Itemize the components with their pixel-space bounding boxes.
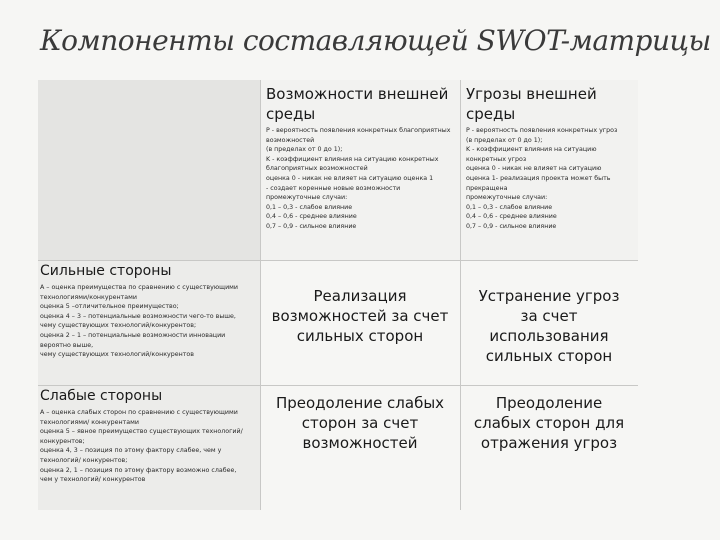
- threats-heading: Угрозы внешней среды: [466, 85, 597, 123]
- weaknesses-heading: Слабые стороны: [40, 388, 163, 404]
- st-strategy: Устранение угроз за счет использования сильных сторон: [478, 287, 620, 365]
- column-divider: [460, 80, 461, 510]
- strength-opportunity-cell: [260, 260, 460, 385]
- row-divider: [38, 260, 638, 261]
- opportunities-description: P - вероятность появления конкретных благоприятных возможностей (в пределах от 0 до 1); K - коэффициент влияния на ситуацию конкретных благоприятных возможностей оценка 0 - никак не влияет на ситуацию оценка 1 - создает коренные новые возможности промежуточные случаи: 0,1 – 0,3 - слабое влияние 0,4 – 0,6 - среднее влияние 0,7 – 0,9 - сильное влияние: [266, 127, 451, 230]
- strengths-row-header: [38, 260, 260, 385]
- strength-threat-cell: [460, 260, 638, 385]
- row-divider: [38, 385, 638, 386]
- slide-title: Компоненты составляющей SWOT-матрицы: [40, 24, 711, 57]
- so-strategy: Реализация возможностей за счет сильных сторон: [271, 287, 449, 345]
- swot-matrix-table: [38, 80, 638, 510]
- opportunities-heading: Возможности внешней среды: [266, 85, 449, 123]
- opportunities-header-cell: [260, 80, 460, 260]
- corner-cell: [38, 80, 260, 260]
- weakness-threat-cell: [460, 385, 638, 510]
- strengths-description: A – оценка преимущества по сравнению с существующими технологиями/конкурентами оценка 5 –отличительное преимущество; оценка 4 – 3 – потенциальные возможности чего-то выше, чему существующих технологий/конкурентов; оценка 2 – 1 – потенциальные возможности инновации вероятно выше, чему существующих технологий/конкурентов: [40, 284, 239, 359]
- strengths-heading: Сильные стороны: [40, 263, 172, 279]
- weakness-opportunity-cell: [260, 385, 460, 510]
- weaknesses-row-header: [38, 385, 260, 510]
- column-divider: [260, 80, 261, 510]
- wo-strategy: Преодоление слабых сторон за счет возможностей: [275, 394, 445, 452]
- threats-header-cell: [460, 80, 638, 260]
- threats-description: P - вероятность появления конкретных угроз (в пределах от 0 до 1); K - коэффициент влияния на ситуацию конкретных угроз оценка 0 - никак не влияет на ситуацию оценка 1- реализация проекта может быть прекращена промежуточные случаи: 0,1 – 0,3 - слабое влияние 0,4 – 0,6 - среднее влияние 0,7 – 0,9 - сильное влияние: [466, 127, 618, 230]
- weaknesses-description: A – оценка слабых сторон по сравнению с существующими технологиями/ конкурентами оценка 5 – явное преимущество существующих технологий/ конкурентов; оценка 4, 3 – позиция по этому фактору слабее, чем у технологий/ конкурентов; оценка 2, 1 – позиция по этому фактору возможно слабее, чем у технологий/ конкурентов: [40, 409, 243, 484]
- wt-strategy: Преодоление слабых сторон для отражения угроз: [473, 394, 625, 452]
